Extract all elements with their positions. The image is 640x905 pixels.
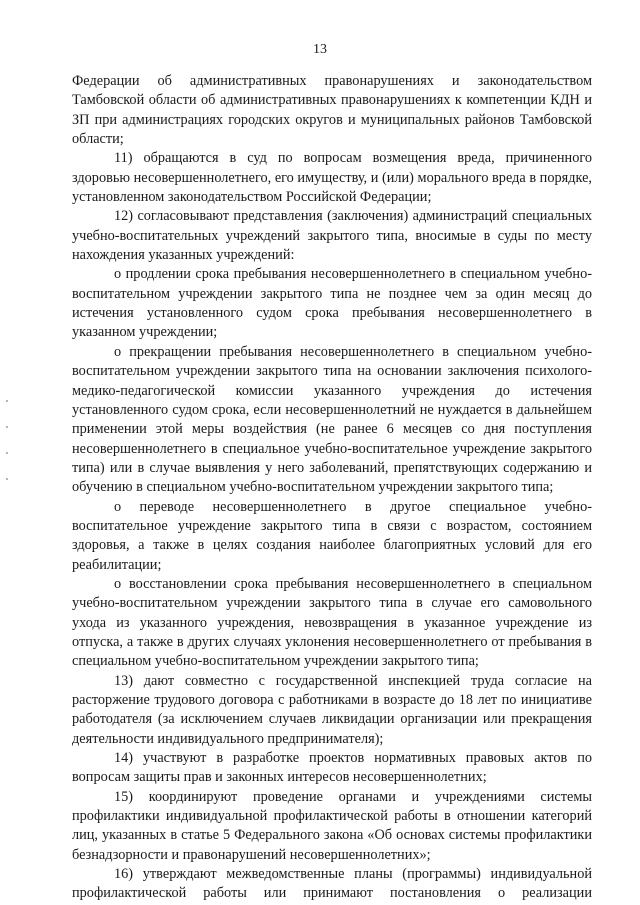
paragraph-extension: о продлении срока пребывания несовершеннолетнего в специальном учебно-воспитательном учреждении закрытого типа не позднее чем за один месяц до истечения установленного судом срока пребывания несовершеннолетнего в указанном учреждении;	[72, 266, 592, 341]
page-number: 13	[313, 42, 327, 57]
scan-mark	[6, 400, 8, 402]
paragraph-item-14: 14) участвуют в разработке проектов нормативных правовых актов по вопросам защиты прав и законных интересов несовершеннолетних;	[72, 750, 592, 786]
scan-margin-marks	[6, 400, 10, 530]
paragraph-item-16: 16) утверждают межведомственные планы (программы) индивидуальной профилактической работы или принимают постановления о реализации	[72, 866, 592, 902]
paragraph-item-11: 11) обращаются в суд по вопросам возмещения вреда, причиненного здоровью несовершеннолетнего, его имуществу, и (или) морального вреда в порядке, установленном законодательством Российской Федерации;	[72, 150, 592, 206]
paragraph-item-15: 15) координируют проведение органами и учреждениями системы профилактики индивидуальной профилактической работы в отношении категорий лиц, указанных в статье 5 Федерального закона «Об основах системы профилактики безнадзорности и правонарушений несовершеннолетних»;	[72, 788, 592, 863]
paragraph-item-12: 12) согласовывают представления (заключения) администраций специальных учебно-воспитательных учреждений закрытого типа, вносимые в суды по месту нахождения указанных учреждений:	[72, 208, 592, 264]
paragraph-restoration: о восстановлении срока пребывания несовершеннолетнего в специальном учебно-воспитательном учреждении закрытого типа в случае его самовольного ухода из указанного учреждения, невозвращения в указанное учреждение из отпуска, а также в других случаях уклонения несовершеннолетнего от пребывания в специальном учебно-воспитательном учреждении закрытого типа;	[72, 575, 592, 670]
paragraph-item-13: 13) дают совместно с государственной инспекцией труда согласие на расторжение трудового договора с работниками в возрасте до 18 лет по инициативе работодателя (за исключением случаев ликвидации организации или прекращения деятельности индивидуального предпринимателя);	[72, 672, 592, 747]
paragraph-continuation: Федерации об административных правонарушениях и законодательством Тамбовской области об административных правонарушениях к компетенции КДН и ЗП при администрациях городских округов и муниципальных районов Тамбовской области;	[72, 73, 592, 148]
scan-mark	[6, 478, 8, 480]
scan-mark	[6, 426, 8, 428]
paragraph-termination: о прекращении пребывания несовершеннолетнего в специальном учебно-воспитательном учреждении закрытого типа на основании заключения психолого-медико-педагогической комиссии указанного учреждения до истечения установленного судом срока, если несовершеннолетний не нуждается в дальнейшем применении этой меры воздействия (не ранее 6 месяцев со дня поступления несовершеннолетнего в специальное учебно-воспитательное учреждение закрытого типа) или в случае выявления у него заболеваний, препятствующих содержанию и обучению в специальном учебно-воспитательном учреждении закрытого типа;	[72, 343, 592, 496]
paragraph-transfer: о переводе несовершеннолетнего в другое специальное учебно-воспитательное учреждение закрытого типа в связи с возрастом, состоянием здоровья, а также в целях создания наиболее благоприятных условий для его реабилитации;	[72, 498, 592, 573]
scan-mark	[6, 452, 8, 454]
body-text	[72, 72, 592, 904]
